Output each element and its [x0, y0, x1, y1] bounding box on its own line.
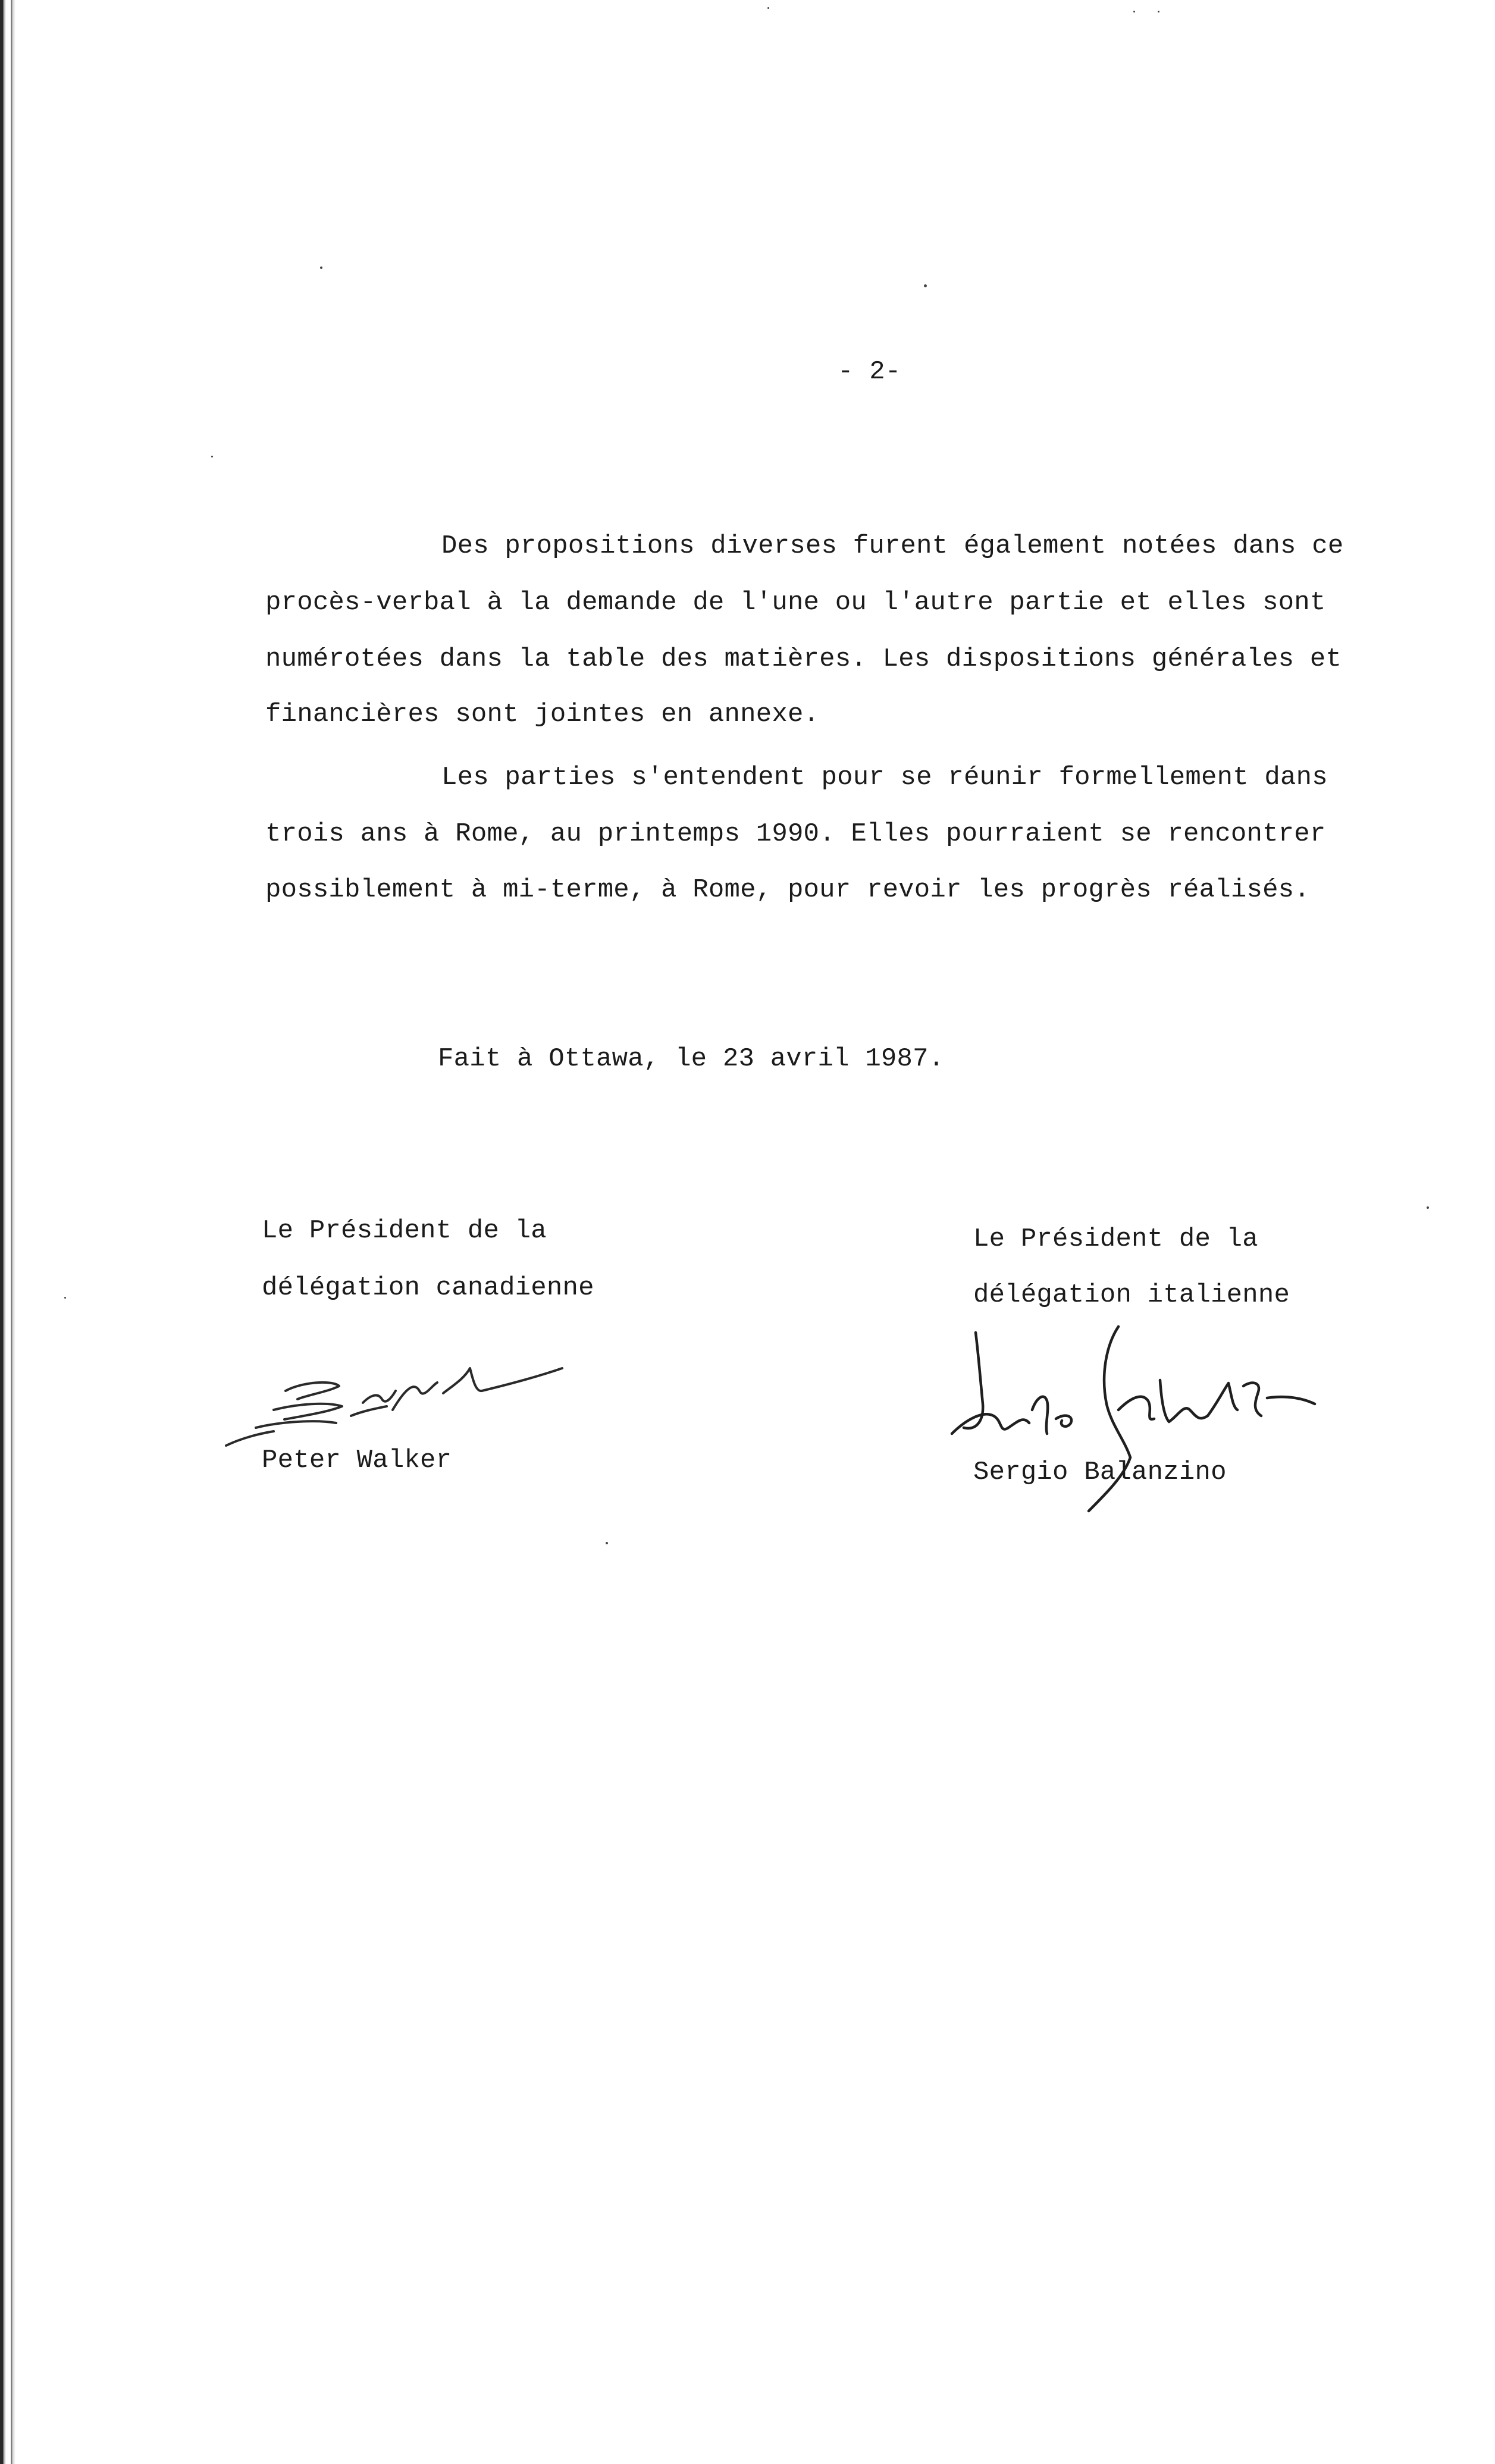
- scan-speck: [64, 1297, 66, 1299]
- scan-speck: [767, 7, 769, 9]
- scan-speck: [211, 456, 213, 457]
- scan-speck: [1427, 1206, 1429, 1209]
- paragraph-1-line-1: Des propositions diverses furent également notées dans ce: [441, 531, 1344, 561]
- paragraph-1-line-3: numérotées dans la table des matières. Les dispositions générales et: [265, 644, 1342, 674]
- right-signatory-name: Sergio Balanzino: [973, 1457, 1227, 1487]
- scanned-page-edge: [0, 0, 15, 2464]
- scan-speck: [320, 267, 322, 269]
- paragraph-1-line-4: financières sont jointes en annexe.: [265, 700, 820, 729]
- right-signatory-title-line-2: délégation italienne: [973, 1280, 1290, 1310]
- page-number: - 2-: [838, 357, 901, 387]
- scan-speck: [1133, 11, 1135, 12]
- scan-speck: [606, 1542, 608, 1544]
- right-signatory-title-line-1: Le Président de la: [973, 1224, 1258, 1254]
- place-date: Fait à Ottawa, le 23 avril 1987.: [438, 1044, 945, 1074]
- paragraph-2-line-2: trois ans à Rome, au printemps 1990. Elles pourraient se rencontrer: [265, 819, 1326, 849]
- scan-speck: [924, 284, 927, 287]
- paragraph-2-line-3: possiblement à mi-terme, à Rome, pour revoir les progrès réalisés.: [265, 875, 1310, 905]
- paragraph-2-line-1: Les parties s'entendent pour se réunir formellement dans: [441, 763, 1328, 792]
- left-signatory-title-line-2: délégation canadienne: [262, 1273, 594, 1303]
- left-signatory-title-line-1: Le Président de la: [262, 1216, 547, 1246]
- scan-speck: [1158, 11, 1159, 12]
- left-signatory-name: Peter Walker: [262, 1446, 452, 1475]
- sergio-balanzino-signature: [928, 1321, 1333, 1523]
- paragraph-1-line-2: procès-verbal à la demande de l'une ou l'autre partie et elles sont: [265, 588, 1326, 617]
